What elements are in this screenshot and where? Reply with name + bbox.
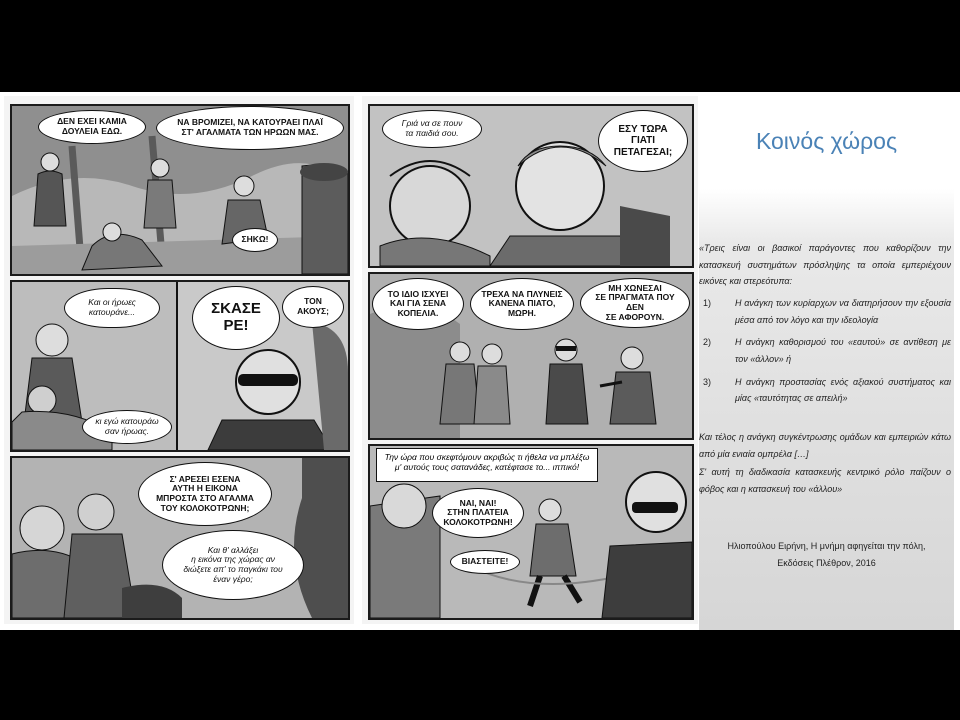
speech-bubble: ΣΚΑΣΕ ΡΕ! xyxy=(192,286,280,350)
list-item: 1) Η ανάγκη των κυρίαρχων να διατηρήσουν την εξουσία μέσα από τον λόγο και την ιδεολογία xyxy=(703,298,951,325)
quote-paragraph: Και τέλος η ανάγκη συγκέντρωσης ομάδων και εμπειριών κάτω από μία ενιαία ομπρέλα […] xyxy=(699,432,951,459)
comic-panel-cavalry xyxy=(368,444,694,620)
speech-bubble: Και οι ήρωες κατουράνε... xyxy=(64,288,160,328)
speech-bubble: ΝΑ ΒΡΟΜΙΖΕΙ, ΝΑ ΚΑΤΟΥΡΑΕΙ ΠΛΑΪ ΣΤ' ΑΓΑΛΜΑΤΑ ΤΩΝ ΗΡΩΩΝ ΜΑΣ. xyxy=(156,106,344,150)
comic-panel-confrontation xyxy=(10,280,350,452)
speech-bubble: ΜΗ ΧΩΝΕΣΑΙ ΣΕ ΠΡΑΓΜΑΤΑ ΠΟΥ ΔΕΝ ΣΕ ΑΦΟΡΟΥΝ. xyxy=(580,278,690,328)
speech-bubble: ΝΑΙ, ΝΑΙ! ΣΤΗΝ ΠΛΑΤΕΙΑ ΚΟΛΟΚΟΤΡΩΝΗ! xyxy=(432,488,524,538)
quote-paragraph: Σ' αυτή τη διαδικασία κατασκευής κεντρικό ρόλο παίζουν ο φόβος και η κατασκευή του «άλλου» xyxy=(699,467,951,494)
speech-bubble: κι εγώ κατουράω σαν ήρωας. xyxy=(82,410,172,444)
speech-bubble: ΤΡΕΧΑ ΝΑ ΠΛΥΝΕΙΣ ΚΑΝΕΝΑ ΠΙΑΤΟ, ΜΩΡΗ. xyxy=(470,278,574,330)
comic-panel-old-man-closeup xyxy=(368,104,694,268)
slide-title: Κοινός χώρος xyxy=(755,128,898,154)
comic-panel-park-scene xyxy=(10,104,350,276)
speech-bubble: ΒΙΑΣΤΕΙΤΕ! xyxy=(450,550,520,574)
list-item: 3) Η ανάγκη προστασίας ενός αξιακού συστήματος και μίας «ταυτότητας σε απειλή» xyxy=(703,376,951,404)
speech-bubble: Γριά να σε πουν τα παιδιά σου. xyxy=(382,110,482,148)
speech-bubble: ΤΟΝ ΑΚΟΥΣ; xyxy=(282,286,344,328)
speech-bubble: Και θ' αλλάξει η εικόνα της χώρας αν διώξετε απ' το παγκάκι του έναν γέρο; xyxy=(162,530,304,600)
speech-bubble: ΤΟ ΙΔΙΟ ΙΣΧΥΕΙ ΚΑΙ ΓΙΑ ΣΕΝΑ ΚΟΠΕΛΙΑ. xyxy=(372,278,464,330)
comic-panel-statue-talk xyxy=(10,456,350,620)
comic-panel-group-argument xyxy=(368,272,694,440)
comic-page-right xyxy=(362,96,698,624)
speech-bubble: ΔΕΝ ΕΧΕΙ ΚΑΜΙΑ ΔΟΥΛΕΙΑ ΕΔΩ. xyxy=(38,110,146,144)
quote-column xyxy=(699,92,954,630)
citation: Ηλιοπούλου Ειρήνη, Η μνήμη αφηγείται την πόλη, Εκδόσεις Πλέθρον, 2016 xyxy=(727,541,926,569)
comic-page-left xyxy=(4,96,354,624)
speech-bubble: ΕΣΥ ΤΩΡΑ ΓΙΑΤΙ ΠΕΤΑΓΕΣΑΙ; xyxy=(598,110,688,172)
slide xyxy=(0,92,960,630)
list-item: 2) Η ανάγκη καθορισμού του «εαυτού» σε αντίθεση με τον «άλλον» ή xyxy=(703,337,951,364)
quote-intro: «Τρεις είναι οι βασικοί παράγοντες που καθορίζουν την κατασκευή συστημάτων πρόσληψης τα οποία εμπεριέχουν εικόνες και στερεότυπα: xyxy=(699,243,951,287)
speech-bubble: ΣΗΚΩ! xyxy=(232,228,278,252)
narration-caption: Την ώρα που σκεφτόμουν ακριβώς τι ήθελα να μπλέξω μ' αυτούς τους σατανάδες, κατέφτασε το... ιππικό! xyxy=(376,448,598,482)
speech-bubble: Σ' ΑΡΕΣΕΙ ΕΣΕΝΑ ΑΥΤΗ Η ΕΙΚΟΝΑ ΜΠΡΟΣΤΑ ΣΤΟ ΑΓΑΛΜΑ ΤΟΥ ΚΟΛΟΚΟΤΡΩΝΗ; xyxy=(138,462,272,526)
factors-list xyxy=(699,295,951,413)
